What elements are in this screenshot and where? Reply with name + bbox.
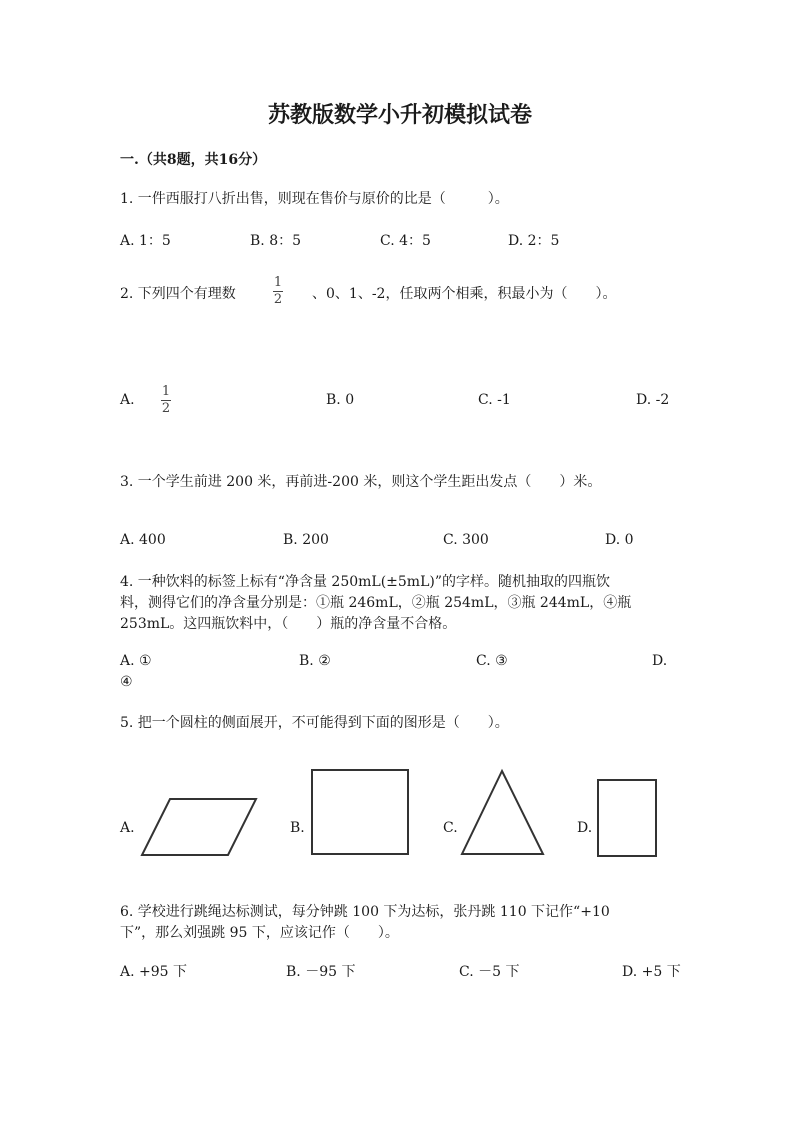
q6-option-c: C. －5 下 xyxy=(459,964,520,980)
q4-option-b: B. ② xyxy=(299,653,331,669)
q6-option-a: A. +95 下 xyxy=(120,964,188,980)
question-1-text: 1. 一件西服打八折出售，则现在售价与原价的比是（ ）。 xyxy=(120,191,509,207)
q2-fraction xyxy=(273,276,283,307)
q2-option-b: B. 0 xyxy=(326,392,355,408)
question-4-line-3: 253mL。这四瓶饮料中，（ ）瓶的净含量不合格。 xyxy=(120,616,457,632)
question-3-text: 3. 一个学生前进 200 米，再前进-200 米，则这个学生距出发点（ ）米。 xyxy=(120,474,602,490)
q5-option-d: D. xyxy=(577,820,593,836)
question-6-line-2: 下”，那么刘强跳 95 下，应该记作（ ）。 xyxy=(120,925,399,941)
q5-option-c: C. xyxy=(443,820,458,836)
q3-option-c: C. 300 xyxy=(443,532,489,548)
q1-option-b: B. 8：5 xyxy=(250,233,302,249)
section-heading: 一.（共8题，共16分） xyxy=(120,152,267,168)
q4-option-c: C. ③ xyxy=(476,653,508,669)
question-5-text: 5. 把一个圆柱的侧面展开，不可能得到下面的图形是（ ）。 xyxy=(120,715,509,731)
q6-option-d: D. +5 下 xyxy=(622,964,681,980)
question-4-line-2: 料，测得它们的净含量分别是：①瓶 246mL，②瓶 254mL，③瓶 244mL，④瓶 xyxy=(120,595,632,611)
q2-option-c: C. -1 xyxy=(478,392,511,408)
square-shape xyxy=(310,768,412,858)
fraction-denominator: 2 xyxy=(161,401,171,416)
q5-option-a: A. xyxy=(120,820,135,836)
q1-option-d: D. 2：5 xyxy=(508,233,560,249)
fraction-numerator: 1 xyxy=(161,384,171,399)
q3-option-b: B. 200 xyxy=(283,532,329,548)
triangle-shape xyxy=(460,768,546,858)
q4-option-a: A. ① xyxy=(120,653,152,669)
q2-option-d: D. -2 xyxy=(636,392,670,408)
question-2-text-before: 2. 下列四个有理数 xyxy=(120,286,236,302)
question-4-line-1: 4. 一种饮料的标签上标有“净含量 250mL(±5mL)”的字样。随机抽取的四瓶饮 xyxy=(120,574,610,590)
q3-option-a: A. 400 xyxy=(120,532,166,548)
q3-option-d: D. 0 xyxy=(605,532,634,548)
q4-option-d: D. xyxy=(652,653,668,669)
fraction-numerator: 1 xyxy=(273,275,283,290)
q6-option-b: B. －95 下 xyxy=(286,964,356,980)
question-6-line-1: 6. 学校进行跳绳达标测试，每分钟跳 100 下为达标，张丹跳 110 下记作“+10 xyxy=(120,904,610,920)
q5-option-b: B. xyxy=(290,820,305,836)
q2-option-a: A. xyxy=(120,392,135,408)
question-2-text-after: 、0、1、-2，任取两个相乘，积最小为（ ）。 xyxy=(312,286,617,302)
q2-option-a-fraction xyxy=(161,385,171,416)
parallelogram-shape xyxy=(140,796,260,858)
q4-option-d-wrap: ④ xyxy=(120,674,133,690)
rectangle-shape xyxy=(596,778,658,858)
q1-option-c: C. 4：5 xyxy=(380,233,431,249)
q1-option-a: A. 1：5 xyxy=(120,233,171,249)
page-title: 苏教版数学小升初模拟试卷 xyxy=(267,102,532,128)
fraction-denominator: 2 xyxy=(273,292,283,307)
